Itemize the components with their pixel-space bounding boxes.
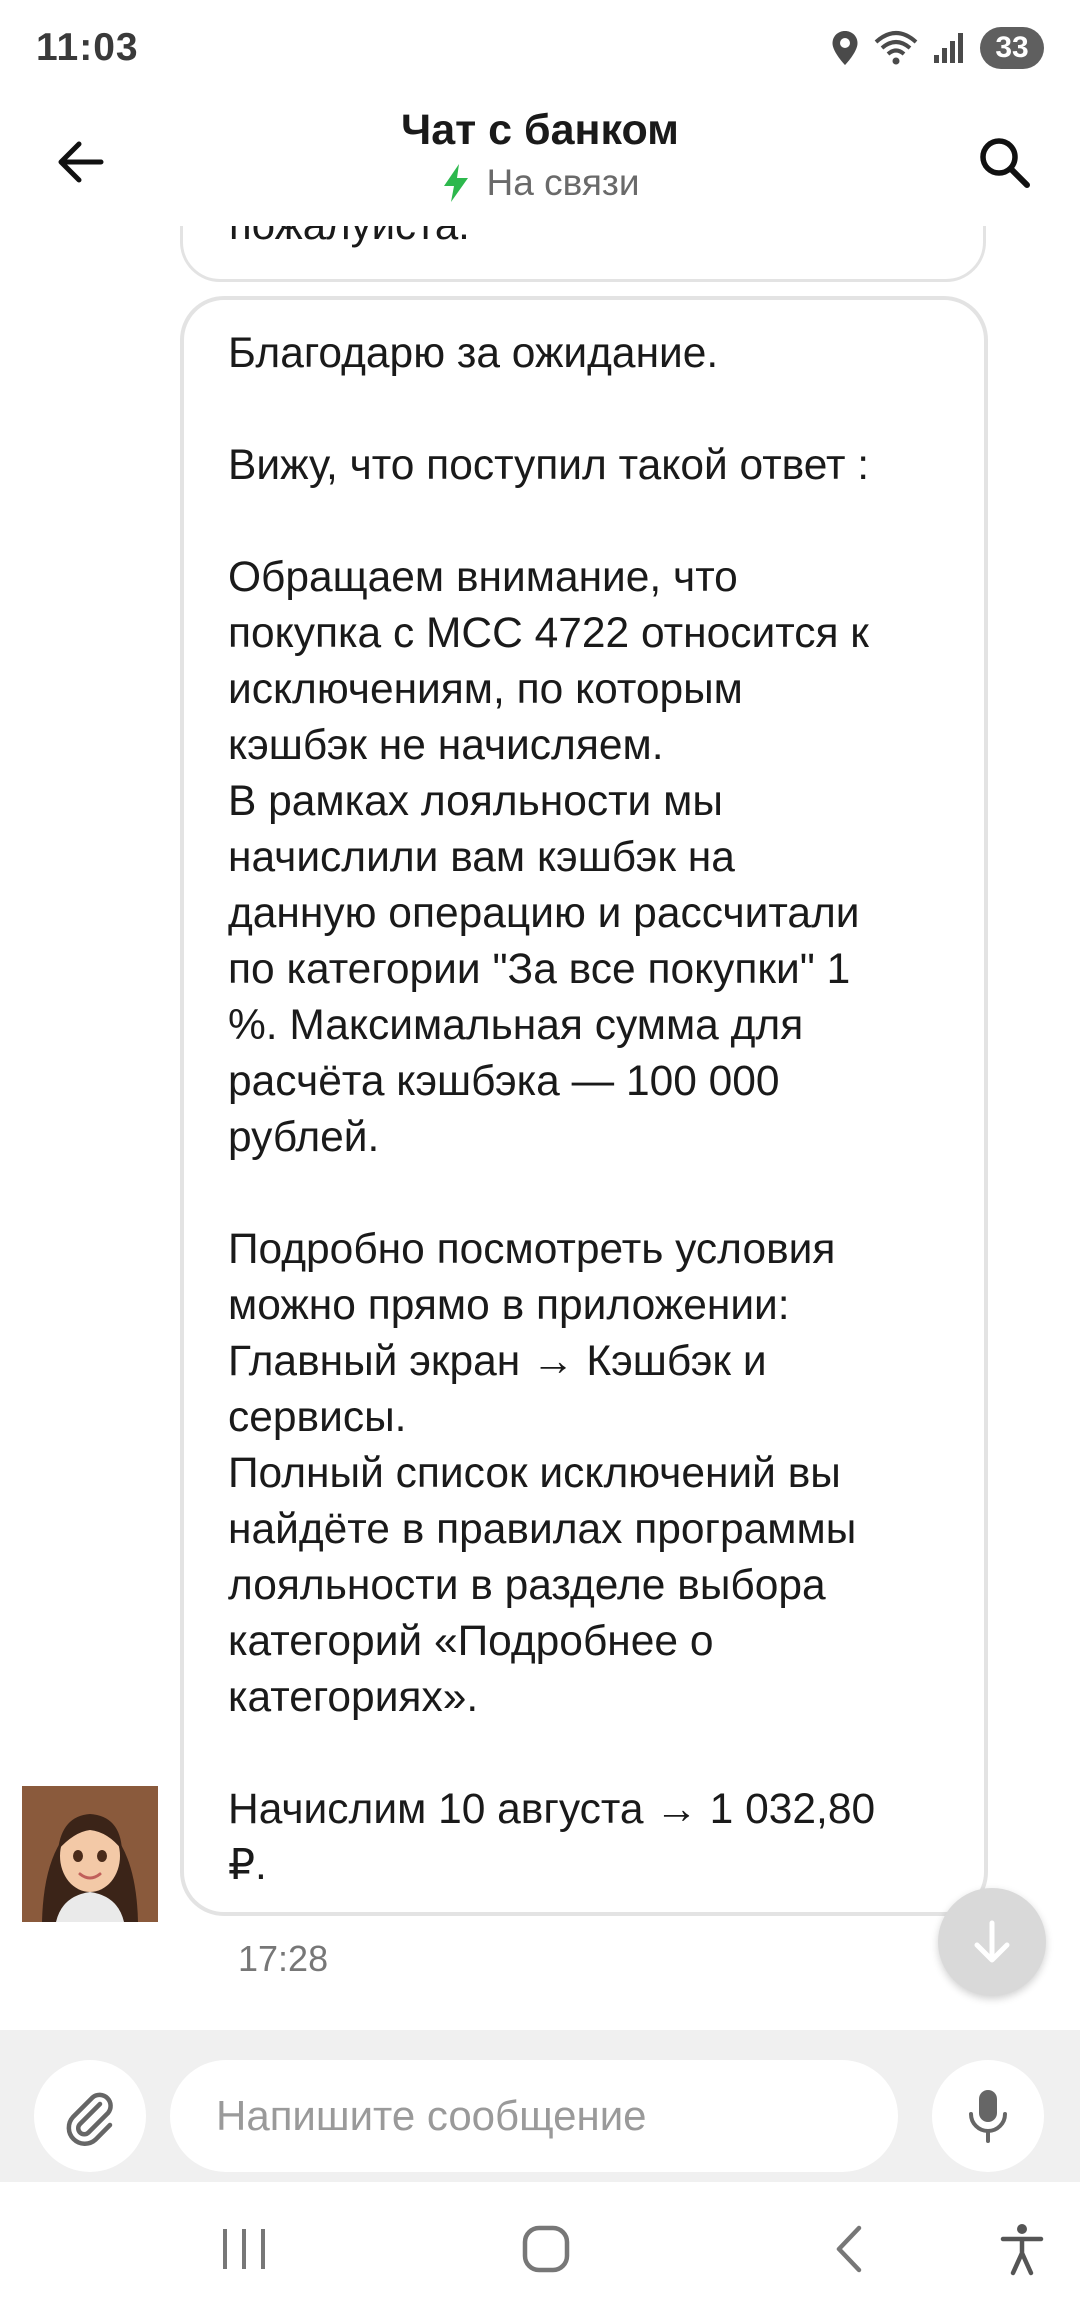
assistant-avatar-image <box>22 1786 158 1922</box>
message-composer <box>0 2030 1080 2182</box>
scroll-down-button[interactable] <box>938 1888 1046 1996</box>
message-text: Благодарю за ожидание. Вижу, что поступил такой ответ : Обращаем внимание, что покупка с МСС 4722 относится к исключениям, по которым кэшбэк не начисляем. В рамках лояльности мы начислили вам кэшбэк на данную операцию и рассчитали по категории "За все покупки" 1 %. Максимальная сумма для расчёта кэшбэка — 100 000 рублей. Подробно посмотреть условия можно прямо в приложении: Главный экран → Кэшбэк и сервисы. Полный список исключений вы найдёте в правилах программы лояльности в разделе выбора категорий «Подробнее о категориях». Начислим 10 августа → 1 032,80 ₽. <box>228 330 876 1889</box>
status-bar <box>0 0 1080 96</box>
lightning-icon <box>441 163 471 203</box>
home-icon <box>521 2224 571 2274</box>
battery-indicator: 33 <box>980 27 1044 69</box>
status-text: На связи <box>486 162 640 203</box>
search-button[interactable] <box>964 122 1044 202</box>
chat-history[interactable] <box>0 226 1080 2030</box>
microphone-icon <box>966 2088 1010 2144</box>
message-input[interactable] <box>170 2060 898 2172</box>
online-status <box>0 162 1080 204</box>
page-title: Чат с банком <box>401 106 679 154</box>
location-icon <box>830 30 860 66</box>
recent-apps-button[interactable] <box>184 2182 304 2316</box>
chevron-left-icon <box>831 2224 865 2274</box>
system-navigation-bar <box>0 2182 1080 2316</box>
status-icons <box>830 24 1044 72</box>
chat-header <box>0 96 1080 226</box>
home-button[interactable] <box>486 2182 606 2316</box>
paperclip-icon <box>62 2088 118 2144</box>
recent-apps-icon <box>219 2227 269 2271</box>
attach-button[interactable] <box>34 2060 146 2172</box>
message-timestamp: 17:28 <box>238 1938 329 1979</box>
accessibility-icon <box>999 2222 1045 2276</box>
arrow-down-icon <box>972 1920 1012 1964</box>
status-time: 11:03 <box>36 26 139 69</box>
search-icon <box>977 135 1031 189</box>
microphone-button[interactable] <box>932 2060 1044 2172</box>
avatar <box>22 1786 158 1922</box>
signal-icon <box>932 31 966 65</box>
message-bubble[interactable] <box>180 296 988 1916</box>
wifi-icon <box>874 30 918 66</box>
accessibility-button[interactable] <box>962 2182 1082 2316</box>
back-nav-button[interactable] <box>788 2182 908 2316</box>
